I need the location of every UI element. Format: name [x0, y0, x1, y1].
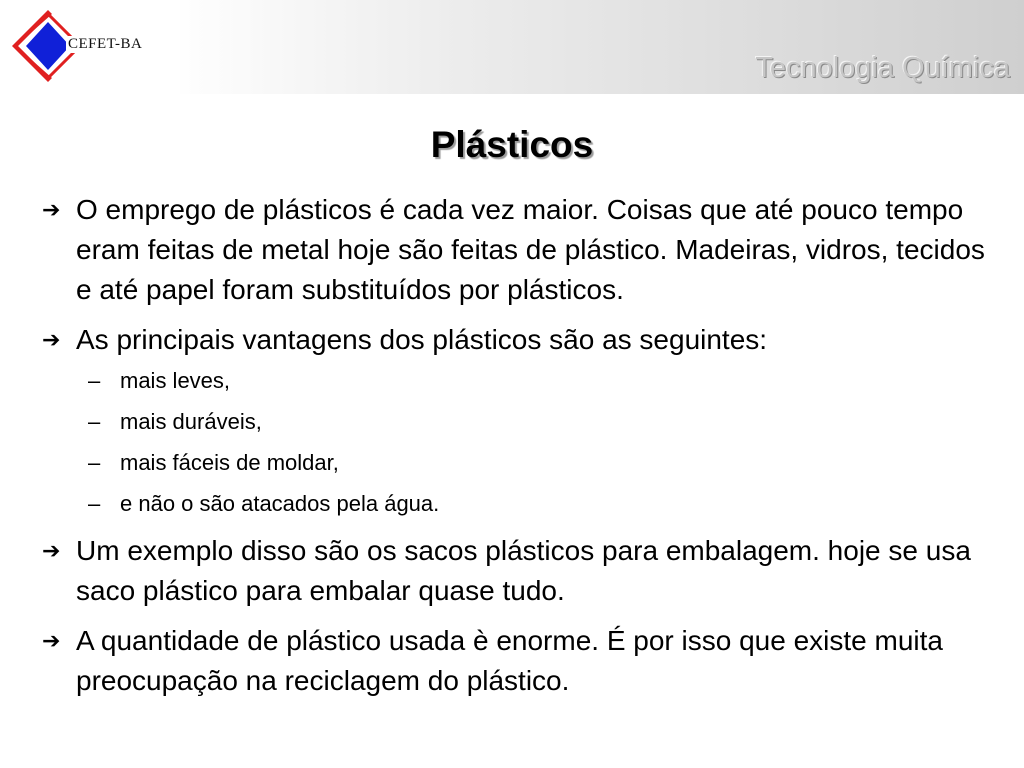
bullet-text: As principais vantagens dos plásticos são as seguintes:: [76, 324, 768, 355]
dash-bullet: –: [88, 450, 101, 475]
dash-bullet: –: [88, 409, 101, 434]
sub-item-text: mais fáceis de moldar,: [120, 450, 339, 475]
sub-item: [40, 448, 1000, 478]
dash-bullet: –: [88, 368, 101, 393]
slide-body: [40, 190, 1000, 711]
sub-item: [40, 489, 1000, 519]
slide-header: [0, 0, 1024, 94]
bullet-text: Um exemplo disso são os sacos plásticos para embalagem. hoje se usa saco plástico para embalar quase tudo.: [76, 535, 971, 606]
cefet-logo: [0, 0, 180, 94]
arrow-bullet-icon: ➔: [42, 628, 61, 653]
sub-item-text: mais duráveis,: [120, 409, 262, 434]
bullet-text: A quantidade de plástico usada è enorme. É por isso que existe muita preocupação na reciclagem do plástico.: [76, 625, 943, 696]
sub-item-text: mais leves,: [120, 368, 231, 393]
bullet-item: [40, 320, 1000, 360]
slide-title: Plásticos: [430, 124, 594, 165]
sub-item-text: e não o são atacados pela água.: [120, 491, 440, 516]
bullet-item: [40, 190, 1000, 310]
arrow-bullet-icon: ➔: [42, 197, 61, 222]
logo-text: CEFET-BA: [68, 36, 143, 52]
sub-list: [40, 366, 1000, 519]
arrow-bullet-icon: ➔: [42, 327, 61, 352]
sub-item: [40, 366, 1000, 396]
sub-item: [40, 407, 1000, 437]
bullet-item: [40, 531, 1000, 611]
dash-bullet: –: [88, 491, 101, 516]
bullet-text: O emprego de plásticos é cada vez maior. Coisas que até pouco tempo eram feitas de metal hoje são feitas de plástico. Madeiras, vidros, tecidos e até papel foram substituídos por plásticos.: [76, 194, 985, 305]
arrow-bullet-icon: ➔: [42, 538, 61, 563]
bullet-item: [40, 621, 1000, 701]
brand-title: Tecnologia Química: [755, 52, 1010, 84]
